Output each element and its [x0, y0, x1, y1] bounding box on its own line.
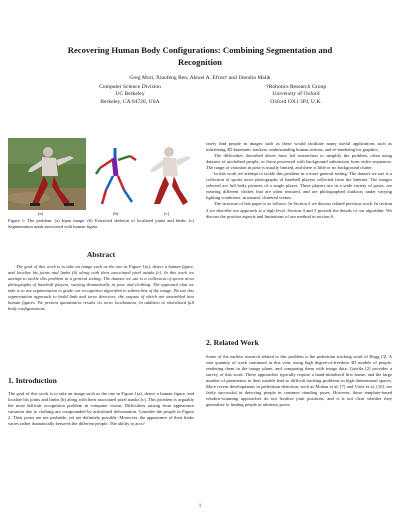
- figure-1-caption: Figure 1: The problem: (a) Input image. (b) Extracted skeleton of localized joints and limbs. (c) Segmentation mask associated with human figure.: [8, 218, 194, 229]
- introduction-body: [8, 391, 194, 427]
- introduction-paragraph: The goal of this work is to take an image such as the one in Figure 1(a), detect a human figure, and localize his joints and limbs (b) along with their associated pixel masks (c). This problem is arguably the most difficult recognition problem in computer vision. Difficulties arising from appearance variation due to clothing are compounded by articulated deformation. Consider the people in Figure 2. Their poses are not probable, yet are definitely possible. Moreover, the appearance of their limbs varies rather dramatically between the different people. The ability to accu-: [8, 391, 194, 427]
- page-number: 1: [198, 504, 202, 509]
- affiliation-line: Oxford OX1 3PJ, U.K.: [270, 98, 322, 105]
- paper-title: [20, 44, 380, 68]
- input-photo-image: [8, 138, 86, 210]
- affiliation-oxford: [236, 84, 356, 106]
- abstract-heading: Abstract: [86, 250, 116, 259]
- panel-label-c: (c): [164, 211, 170, 216]
- body-paragraph: In this work we attempt to tackle this problem in a more general setting. The dataset we use is a collection of sports news photographs of baseball players collected from the Internet. The images selected are full body pictures of a single player. These players are in a wide variety of poses, are wearing different clothes that are often textured, and are photographed outdoors under varying lighting conditions, in natural, cluttered scenes.: [206, 171, 392, 201]
- affiliation-line: Computer Science Division: [99, 84, 161, 90]
- panel-label-a: (a): [38, 211, 44, 216]
- affiliation-line: UC Berkeley: [115, 91, 145, 98]
- body-paragraph: The structure of this paper is as follows. In Section 2 we discuss related previous work. In section 3 we describe our approach at a high level. Section 4 and 5 provide the details of our algorithm. We discuss the positive aspects and limitations of our method in section 6.: [206, 201, 392, 219]
- right-column-text: [206, 141, 392, 220]
- panel-label-b: (b): [113, 211, 119, 216]
- abstract-body: [8, 264, 194, 312]
- segmentation-mask-image: [144, 138, 194, 210]
- affiliation-line: †Robotics Research Group: [265, 84, 327, 90]
- body-paragraph: The difficulties described above have led researchers to simplify the problem, often using datasets of unclothed people, or those processed with background subtraction from video sequences. The range of variation in pose is usually limited, and there is little or no background clutter.: [206, 153, 392, 171]
- title-line-2: Recognition: [178, 57, 222, 67]
- body-paragraph: rately find people in images such as these would facilitate many useful applications such as initializing 3D kinematic trackers, understanding human actions, and re-rendering for graphics.: [206, 141, 392, 153]
- related-work-heading: 2. Related Work: [206, 338, 259, 347]
- affiliation-line: Berkeley, CA 94720, USA: [100, 98, 160, 105]
- related-work-paragraph: Some of the earliest research related to this problem is the pedestrian tracking work of Hogg [3]. A vast quantity of work continued in this vein, using high degree-of-freedom 3D models of people, rendering them in the image plane, and comparing them with image data. Gavrila [2] provides a survey of this work. These approaches typically require a hand-initialized first frame, and the large number of parameters in their models lead to difficult tracking problems in high dimensional spaces. More recent developments in pedestrian detection, such as Mohan et al. [7] and Viola et al. [10], are fairly successful in detecting people in common standing poses. However, these template-based window-scanning approaches do not localize joint positions, and it is not clear whether they generalize to finding people in arbitrary poses.: [206, 354, 392, 408]
- related-work-body: [206, 354, 392, 408]
- figure-1-panels: [8, 138, 194, 210]
- figure-1: [8, 138, 194, 200]
- skeleton-drawing: [92, 138, 138, 210]
- affiliation-berkeley: [60, 84, 200, 106]
- affiliation-line: University of Oxford: [272, 91, 320, 98]
- introduction-heading: 1. Introduction: [8, 376, 57, 385]
- author-list: Greg Mori, Xiaofeng Ren, Alexei A. Efros† and Jitendra Malik: [129, 75, 271, 81]
- abstract-paragraph: The goal of this work is to take an image such as the one in Figure 1(a), detect a human figure, and localize his joints and limbs (b) along with their associated pixel masks (c). In this work we attempt to tackle this problem in a general setting. The dataset we use is a collection of sports news photographs of baseball players, varying dramatically in pose and clothing. The approach that we take is to use segmentation to guide our recognition algorithm to salient bits of the image. We use this segmentation approach to build limb and torso detectors, the outputs of which are assembled into human figures. We present quantitative results on torso localization, in addition to shortlisted full body configurations.: [8, 264, 194, 312]
- title-line-1: Recovering Human Body Configurations: Combining Segmentation and: [67, 45, 333, 55]
